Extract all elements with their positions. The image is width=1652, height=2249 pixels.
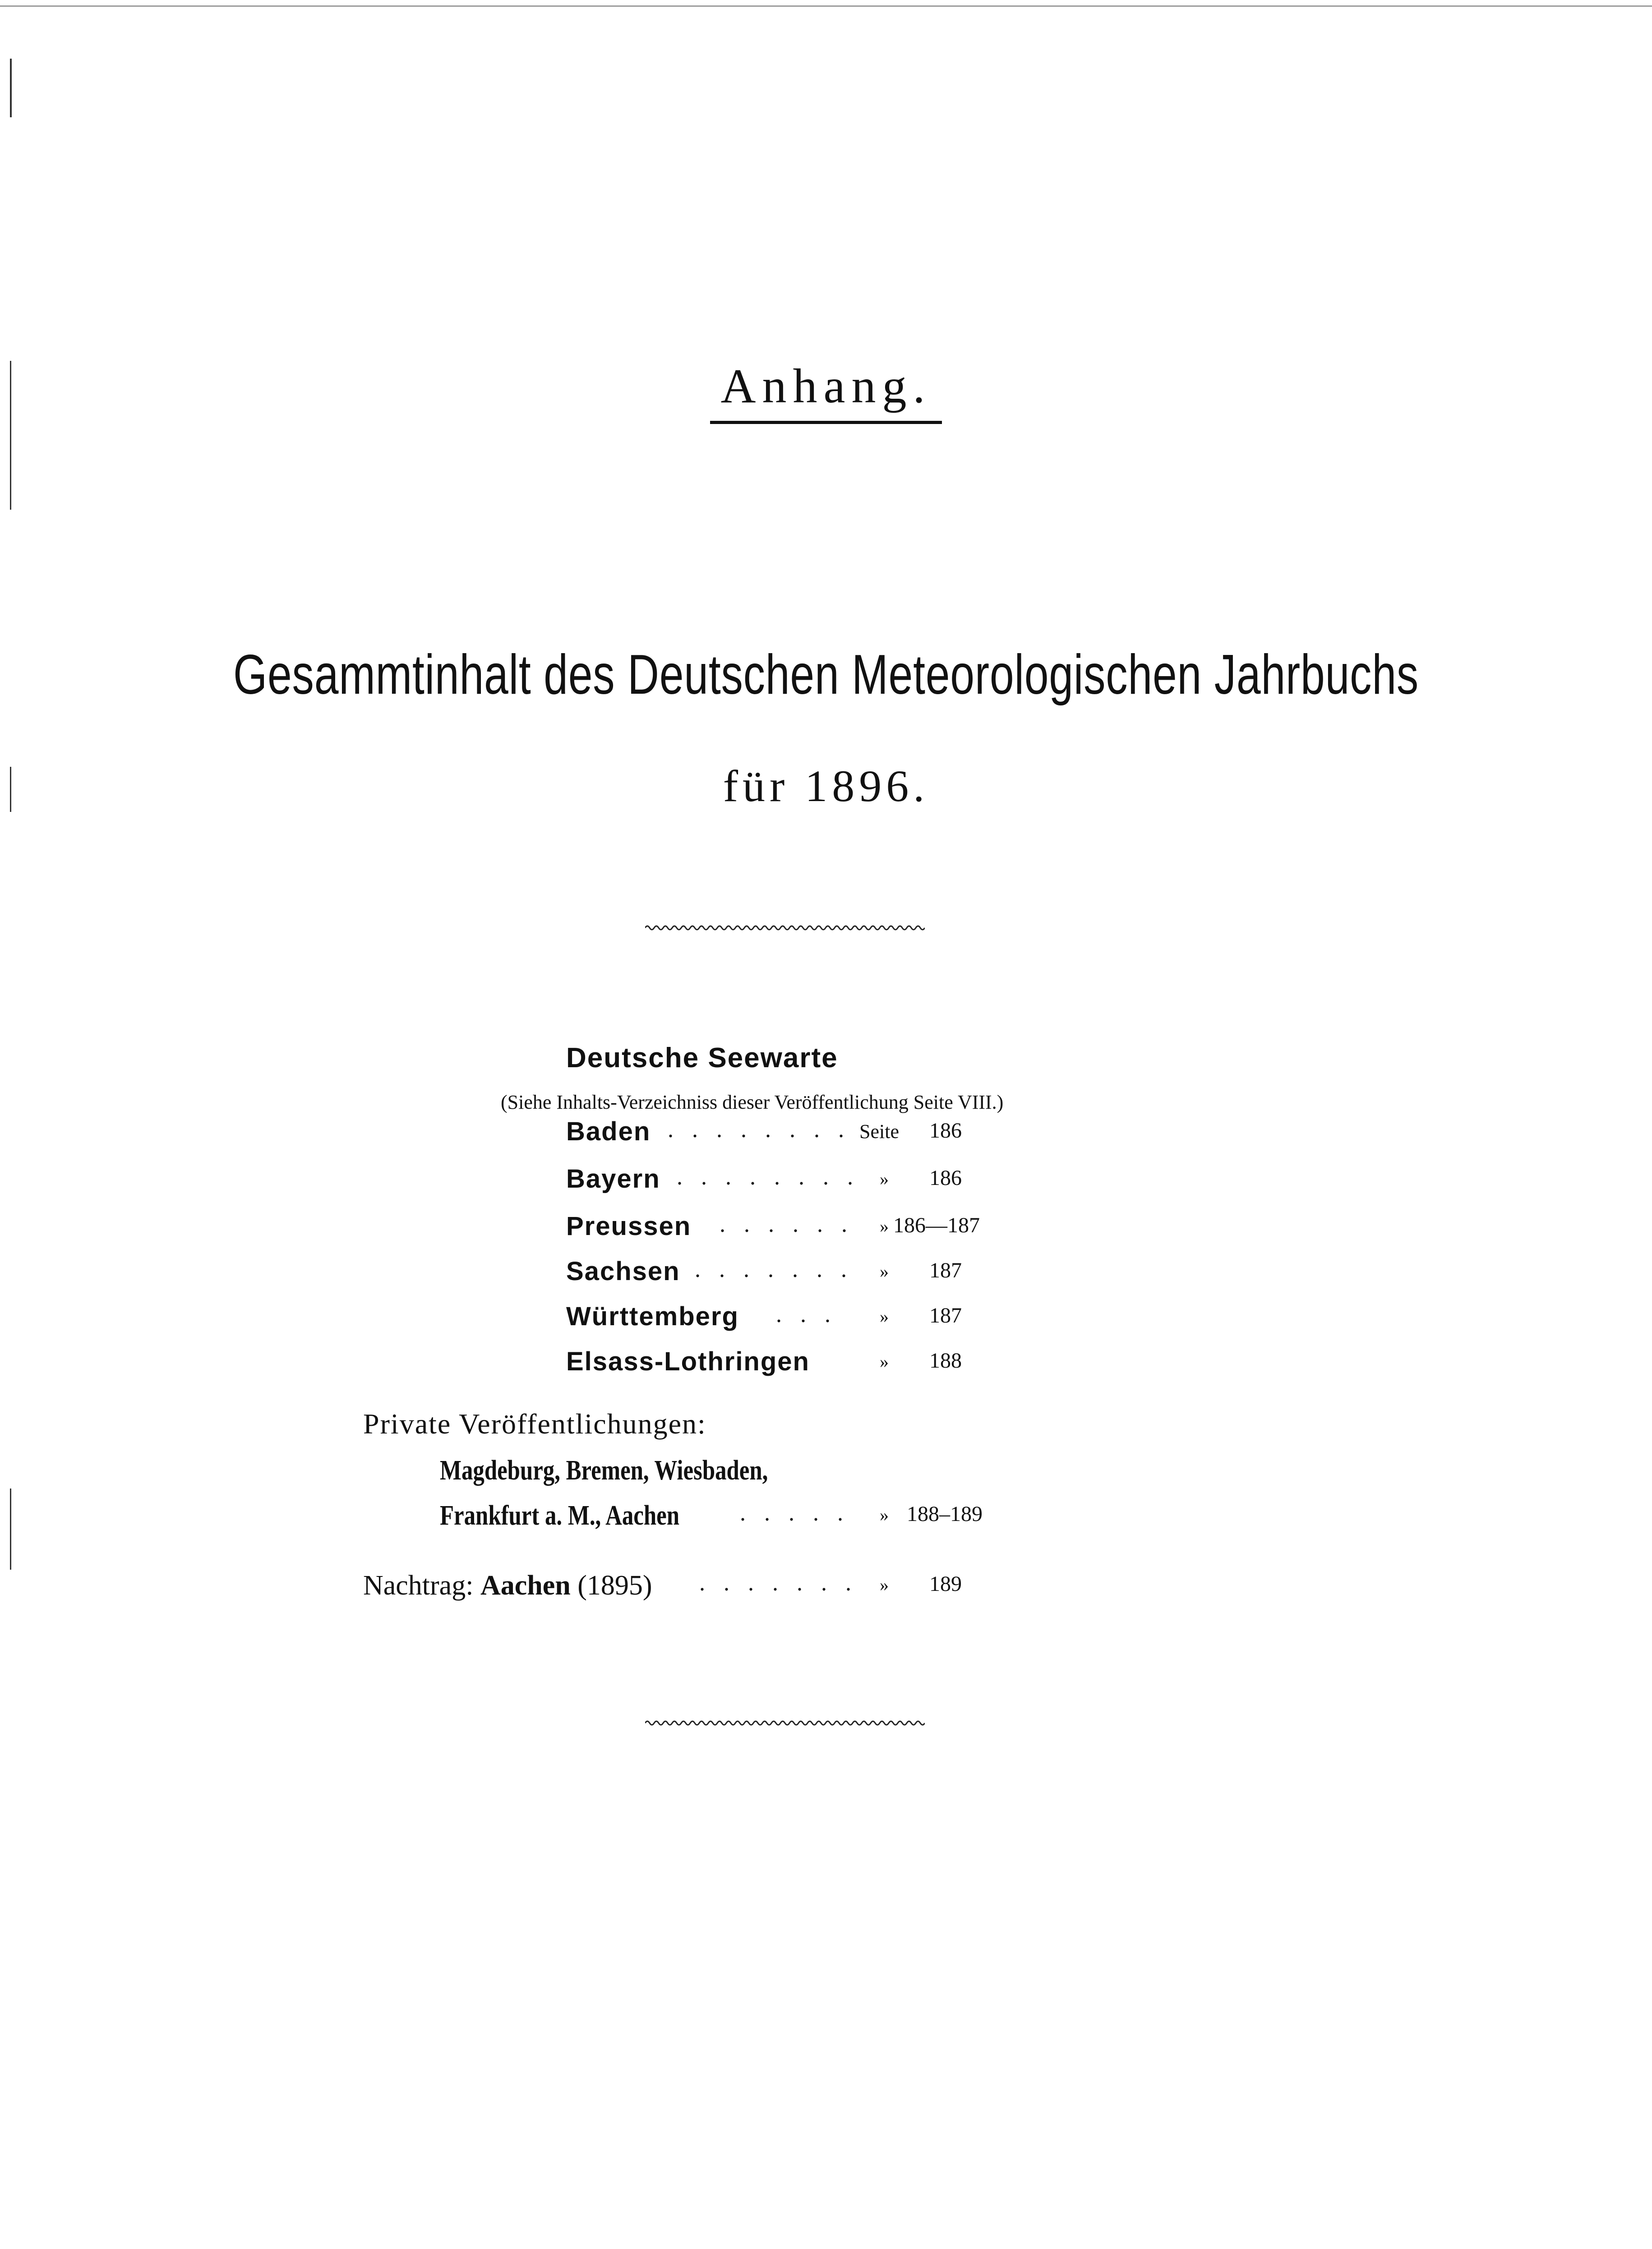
leader-dots: . . . . . . [720, 1212, 854, 1237]
top-rule [0, 5, 1652, 7]
leader-dots: . . . . . . . [695, 1257, 853, 1282]
toc-entry-name: Preussen [566, 1212, 692, 1241]
toc-entry-page: 188 [929, 1349, 962, 1373]
leader-dots: . . . [776, 1302, 837, 1327]
page-subtitle: für 1896. [723, 761, 929, 811]
appendix-heading [0, 359, 1652, 424]
ditto-mark: » [880, 1306, 889, 1327]
ditto-mark: » [880, 1216, 889, 1236]
margin-mark [10, 59, 12, 117]
leader-dots: . . . . . [740, 1500, 849, 1526]
leader-dots: . . . . . . . [699, 1570, 858, 1596]
leader-dots: . . . . . . . . [668, 1117, 850, 1143]
toc-entry-page: 186—187 [893, 1213, 980, 1237]
private-publications-label: Private Veröffentlichungen: [363, 1408, 706, 1440]
ditto-mark: » [880, 1575, 889, 1595]
wavy-divider-top [645, 922, 925, 933]
toc-entry-page: 188–189 [907, 1502, 983, 1526]
toc-entry-name: Württemberg [566, 1302, 739, 1331]
ditto-mark: » [880, 1351, 889, 1372]
section-note: (Siehe Inhalts-Verzeichniss dieser Veröffentlichung Seite VIII.) [501, 1091, 1004, 1113]
leader-dots: . . . . . . . . [677, 1164, 859, 1190]
nachtrag-line [363, 1570, 652, 1602]
ditto-mark: » [880, 1505, 889, 1525]
toc-entry-page: 186 [929, 1119, 962, 1143]
wavy-divider-bottom [645, 1718, 925, 1728]
seite-label: Seite [859, 1120, 899, 1143]
toc-entry-page: 187 [929, 1258, 962, 1282]
section-heading: Deutsche Seewarte [566, 1042, 838, 1074]
nachtrag-place: Aachen [480, 1570, 571, 1601]
page-title: Gesammtinhalt des Deutschen Meteorologischen Jahrbuchs [233, 644, 1419, 706]
toc-entry-page: 189 [929, 1572, 962, 1596]
margin-mark [10, 1489, 11, 1570]
private-places-line-2: Frankfurt a. M., Aachen [440, 1500, 679, 1531]
nachtrag-year: (1895) [577, 1570, 652, 1601]
private-places-line-1: Magdeburg, Bremen, Wiesbaden, [440, 1455, 768, 1486]
toc-entry-page: 187 [929, 1304, 962, 1327]
nachtrag-label: Nachtrag: [363, 1570, 474, 1601]
toc-entry-name: Bayern [566, 1164, 660, 1194]
toc-entry-name: Elsass-Lothringen [566, 1347, 810, 1376]
toc-entry-name: Sachsen [566, 1257, 680, 1286]
ditto-mark: » [880, 1261, 889, 1281]
toc-entry-name: Baden [566, 1117, 651, 1146]
appendix-heading-text: Anhang. [710, 359, 942, 424]
ditto-mark: » [880, 1169, 889, 1189]
toc-entry-page: 186 [929, 1166, 962, 1190]
